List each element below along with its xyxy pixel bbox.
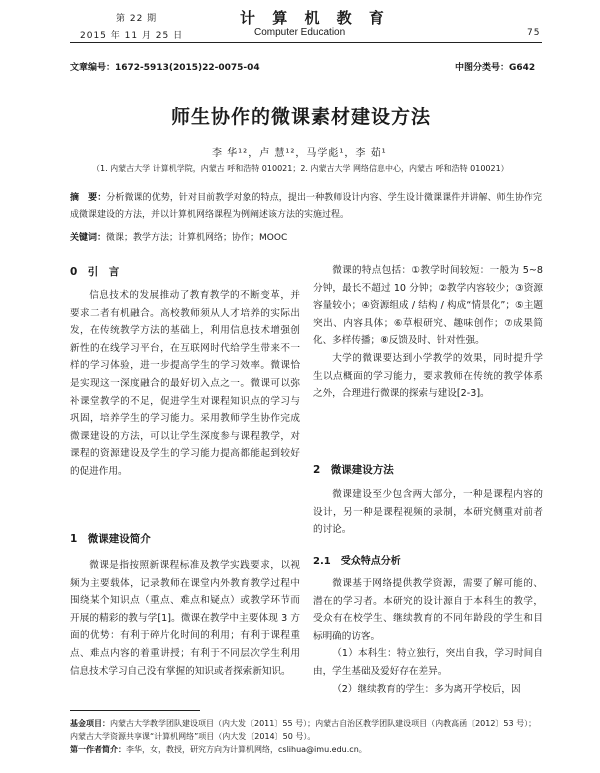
page-number: 75 xyxy=(527,28,541,38)
journal-title-cn: 计 算 机 教 育 xyxy=(240,9,390,27)
journal-title-en: Computer Education xyxy=(254,27,346,38)
section-2-1-heading: 2.1 受众特点分析 xyxy=(313,556,401,567)
right-column-top xyxy=(313,262,543,403)
abstract-label: 摘 要： xyxy=(70,193,107,203)
section-1-heading: 1 微课建设简介 xyxy=(70,533,151,545)
abstract xyxy=(70,190,542,224)
article-number: 文章编号：1672-5913(2015)22-0075-04 xyxy=(70,63,260,73)
abstract-text: 分析微课的优势，针对目前教学对象的特点，提出一种教师设计内容、学生设计微课课件并讲解、师生协作完成微课建设的方法，并以计算机网络课程为例阐述该方法的实施过程。 xyxy=(70,193,542,220)
audience-item-2: （2）继续教育的学生：多为离开学校后，因 xyxy=(332,683,521,695)
keywords-text: 微课；教学方法；计算机网络；协作；MOOC xyxy=(106,233,288,243)
section-2-paragraph: 微课建设至少包含两大部分，一种是课程内容的设计，另一种是课程视频的录制，本研究侧重对前者的讨论。 xyxy=(313,489,543,536)
audience-paragraph: 微课基于网络提供教学资源，需要了解可能的、潜在的学习者。本研究的设计源自于本科生的教学，受众有在校学生、继续教育的不同年龄段的学生和目标明确的访客。 xyxy=(313,578,543,642)
fund-text: 内蒙古大学教学团队建设项目（内大发〔2011〕55 号）；内蒙古自治区教学团队建设项目（内教高函〔2012〕53 号）；内蒙古大学资源共享课“计算机网络”项目（内大发〔2014〕50 号）。 xyxy=(70,719,537,741)
audience-item-1: （1）本科生：特立独行，突出自我，学习时间自由，学生基础及爱好存在差异。 xyxy=(313,648,543,677)
affiliation: （1. 内蒙古大学 计算机学院，内蒙古 呼和浩特 010021；2. 内蒙古大学 网络信息中心，内蒙古 呼和浩特 010021） xyxy=(92,164,509,173)
keywords-label: 关键词： xyxy=(70,233,107,243)
author-note-text: 李华，女，教授，研究方向为计算机网络，cslihua@imu.edu.cn。 xyxy=(126,745,367,754)
fund-note xyxy=(70,717,542,743)
section-1-paragraph: 微课是指按照新课程标准及教学实践要求，以视频为主要载体，记录教师在课堂内外教育教学过程中围绕某个知识点（重点、难点和疑点）或教学环节而开展的精彩的教与学[1]。微课在教学中主要体现 3 方面的优势：有利于碎片化时间的利用；有利于课程重点、难点内容的着重讲授；有利于不同层次学生利用信息技术学习自己没有掌握的知识或者探索新知识。 xyxy=(70,560,300,677)
features-paragraph: 微课的特点包括：①教学时间较短：一般为 5~8 分钟，最长不超过 10 分钟；②教学内容较少；③资源容量较小；④资源组成 / 结构 / 构成“情景化”；⑤主题突出、内容具体；⑥草根研究、趣味创作；⑦成果简化、多样传播；⑧反馈及时、针对性强。 xyxy=(313,265,543,347)
issue-date: 2015 年 11 月 25 日 xyxy=(80,31,184,41)
footnote-rule xyxy=(70,710,200,711)
footnote xyxy=(70,717,542,756)
section-1-body xyxy=(70,557,300,680)
section-2-body xyxy=(313,486,543,539)
section-2-heading: 2 微课建设方法 xyxy=(313,464,394,476)
article-title: 师生协作的微课素材建设方法 xyxy=(171,106,432,128)
section-2-1-body xyxy=(313,575,543,698)
university-paragraph: 大学的微课要达到小学教学的效果，同时提升学生以点概面的学习能力，要求教师在传统的教学体系之外，合理进行微课的探索与建设[2-3]。 xyxy=(313,352,543,400)
issue-number: 第 22 期 xyxy=(116,14,158,24)
author-list: 李 华¹²，卢 慧¹²，马学彪¹，李 茹¹ xyxy=(212,148,387,159)
clc-number: 中图分类号：G642 xyxy=(455,63,536,73)
header-rule xyxy=(70,42,542,43)
fund-label: 基金项目： xyxy=(70,719,110,728)
section-intro-heading: 0 引 言 xyxy=(70,266,120,278)
intro-paragraph: 信息技术的发展推动了教育教学的不断变革，并要求二者有机融合。高校教师须从人才培养的实际出发，在传统教学方法的基础上，利用信息技术增强创新性的在线学习平台，在互联网时代给学生带来不一样的学习体验，进一步提高学生的学习效率。微课恰是实现这一深度融合的最好切入点之一。微课可以弥补课堂教学的不足，促进学生对课程知识点的学习与巩固，培养学生的学习能力。采用教师学生协作完成微课建设的方法，可以让学生深度参与课程教学，对课程的资源建设及学生的学习能力提高都能起到较好的促进作用。 xyxy=(70,290,300,477)
intro-body xyxy=(70,287,300,481)
author-note xyxy=(70,743,542,756)
keywords xyxy=(70,230,287,247)
author-note-label: 第一作者简介： xyxy=(70,745,126,754)
